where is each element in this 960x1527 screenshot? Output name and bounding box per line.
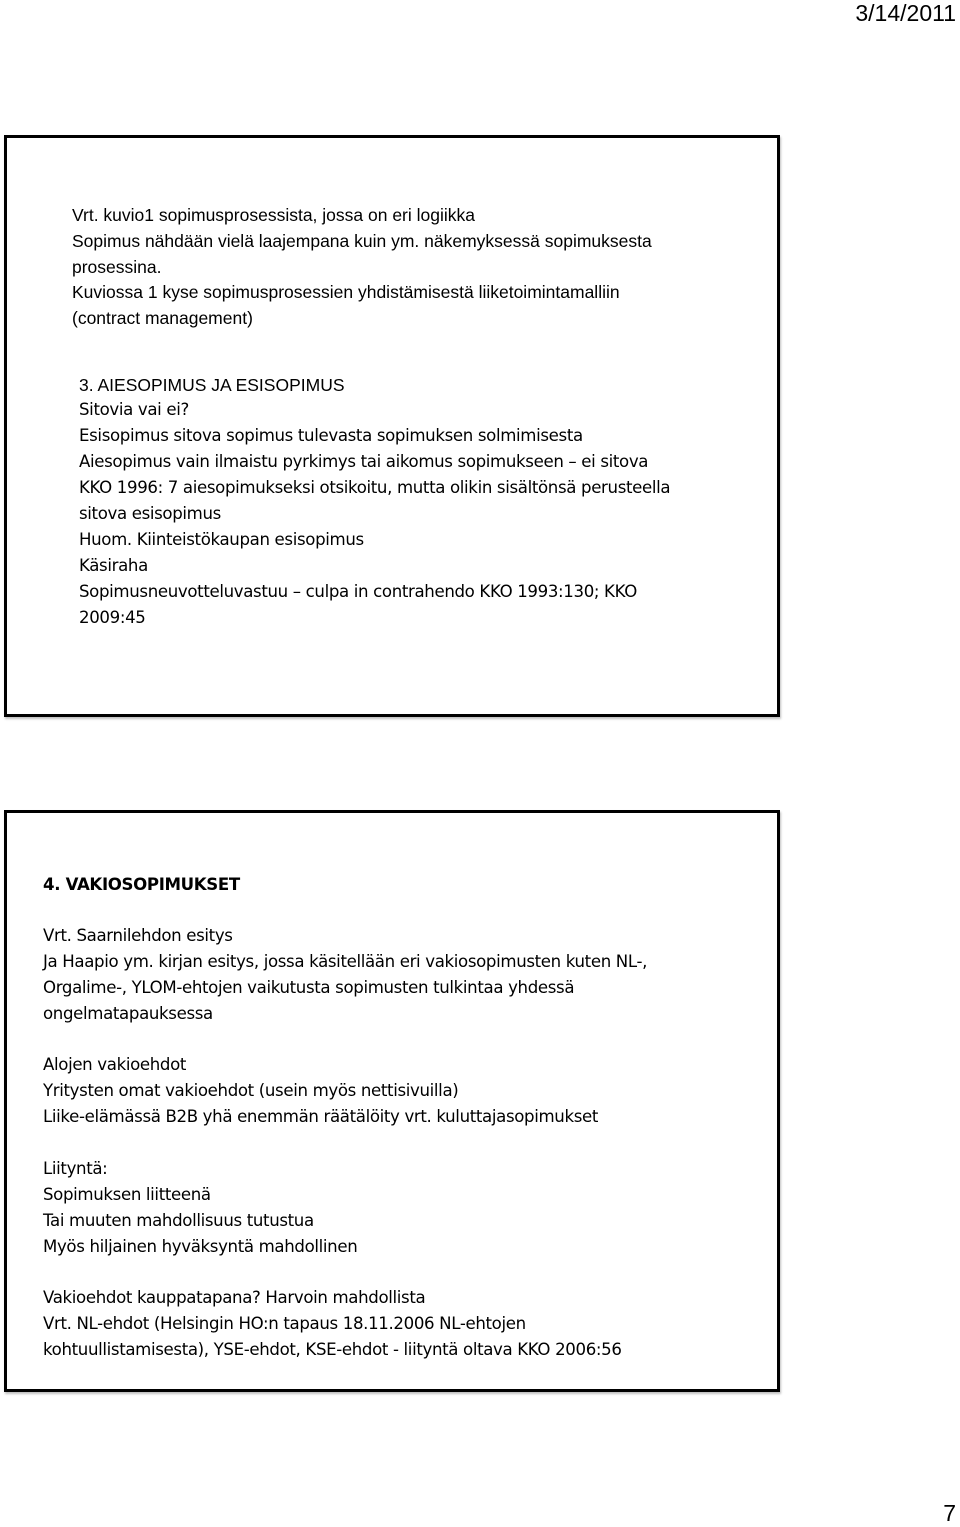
body-line: kohtuullistamisesta), YSE-ehdot, KSE-ehdot - liityntä oltava KKO 2006:56 [43, 1340, 622, 1359]
body-line: Yritysten omat vakioehdot (usein myös nettisivuilla) [43, 1081, 459, 1100]
intro-line: prosessina. [72, 257, 162, 277]
body-line: Käsiraha [79, 556, 148, 575]
intro-line: Vrt. kuvio1 sopimusprosessista, jossa on eri logiikka [72, 205, 475, 225]
body-line: ongelmatapauksessa [43, 1004, 213, 1023]
body-line: Alojen vakioehdot [43, 1055, 187, 1074]
body-line: Liityntä: [43, 1159, 108, 1178]
body-line: Sopimuksen liitteenä [43, 1185, 211, 1204]
body-line: Aiesopimus vain ilmaistu pyrkimys tai aikomus sopimukseen – ei sitova [79, 452, 649, 471]
slide-aiesopimus [4, 135, 780, 717]
body-line: Orgalime-, YLOM-ehtojen vaikutusta sopimusten tulkintaa yhdessä [43, 978, 575, 997]
page-number: 7 [943, 1500, 956, 1526]
body-line: Myös hiljainen hyväksyntä mahdollinen [43, 1237, 358, 1256]
body-line: Vrt. NL-ehdot (Helsingin HO:n tapaus 18.11.2006 NL-ehtojen [43, 1314, 526, 1333]
intro-line: Sopimus nähdään vielä laajempana kuin ym. näkemyksessä sopimuksesta [72, 231, 652, 251]
slide-heading: 4. VAKIOSOPIMUKSET [43, 875, 240, 894]
body-line: Vakioehdot kauppatapana? Harvoin mahdollista [43, 1288, 426, 1307]
body-line: Esisopimus sitova sopimus tulevasta sopimuksen solmimisesta [79, 426, 583, 445]
question-line: Sitovia vai ei? [79, 400, 189, 419]
slide-vakiosopimukset [4, 810, 780, 1392]
body-line: Huom. Kiinteistökaupan esisopimus [79, 530, 364, 549]
body-line: Sopimusneuvotteluvastuu – culpa in contrahendo KKO 1993:130; KKO [79, 582, 637, 601]
intro-line: (contract management) [72, 308, 253, 328]
body-line: 2009:45 [79, 608, 146, 627]
body-line: sitova esisopimus [79, 504, 221, 523]
header-date: 3/14/2011 [855, 0, 956, 26]
body-line: Tai muuten mahdollisuus tutustua [43, 1211, 314, 1230]
body-line: Liike-elämässä B2B yhä enemmän räätälöity vrt. kuluttajasopimukset [43, 1107, 599, 1126]
body-line: KKO 1996: 7 aiesopimukseksi otsikoitu, mutta olikin sisältönsä perusteella [79, 478, 671, 497]
body-line: Ja Haapio ym. kirjan esitys, jossa käsitellään eri vakiosopimusten kuten NL-, [43, 952, 648, 971]
body-line: Vrt. Saarnilehdon esitys [43, 926, 233, 945]
section-heading: 3. AIESOPIMUS JA ESISOPIMUS [79, 375, 345, 395]
intro-line: Kuviossa 1 kyse sopimusprosessien yhdistämisestä liiketoimintamalliin [72, 282, 620, 302]
